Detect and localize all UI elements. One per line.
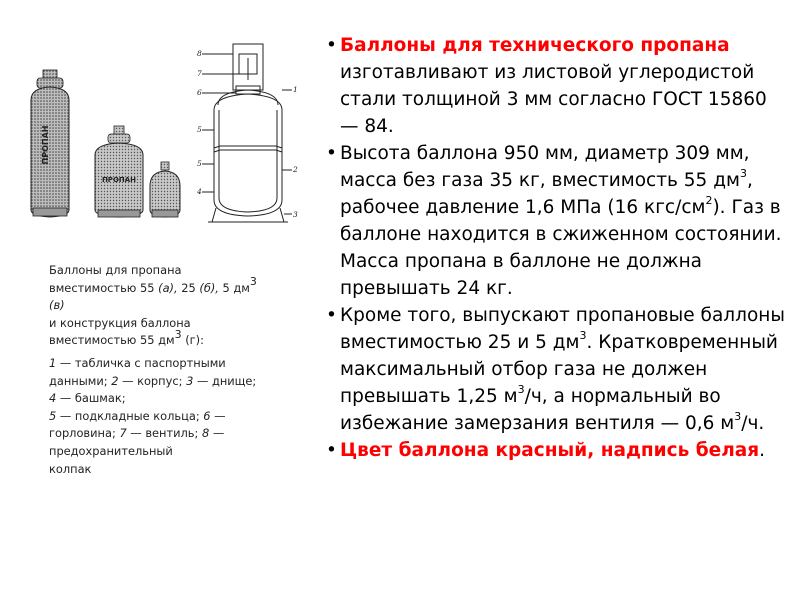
bullet-item xyxy=(326,140,788,302)
caption-text: 25 xyxy=(181,280,200,295)
superscript: 3 xyxy=(579,328,587,342)
figure-caption xyxy=(49,262,299,478)
caption-text: вместимостью 55 дм xyxy=(49,333,175,348)
caption-line xyxy=(49,408,299,426)
legend-number: 8 xyxy=(201,426,210,441)
legend-number: 4 xyxy=(49,391,57,406)
bullet-text: Высота баллона 950 мм, диаметр 309 мм, масса без газа 35 кг, вместимость 55 дм xyxy=(340,143,750,191)
superscript: 2 xyxy=(705,193,713,207)
legend-number: 5 xyxy=(49,408,57,423)
superscript: 3 xyxy=(249,274,257,288)
caption-line xyxy=(49,274,299,298)
cylinder-a-55 xyxy=(31,70,69,217)
legend-text: — xyxy=(209,426,225,441)
caption-line xyxy=(49,443,299,461)
legend-text: — табличка с паспортными xyxy=(56,355,226,370)
caption-line xyxy=(49,315,299,333)
callout-7: 7 xyxy=(197,69,202,78)
caption-text: (а), xyxy=(158,280,182,295)
caption-text: (г): xyxy=(181,333,204,348)
legend-number: 2 xyxy=(111,373,119,388)
bullet-text: /ч. xyxy=(741,413,765,434)
legend-text: данными; xyxy=(49,373,112,388)
callout-6: 6 xyxy=(197,88,202,97)
legend-number: 1 xyxy=(49,355,57,370)
legend-text: — башмак; xyxy=(56,391,126,406)
caption-line xyxy=(49,390,299,408)
legend-text: горловина; xyxy=(49,426,120,441)
caption-line xyxy=(49,373,299,391)
caption-line xyxy=(49,262,299,280)
legend-text: — xyxy=(210,408,226,423)
caption-text: вместимостью 55 xyxy=(49,280,159,295)
caption-line xyxy=(49,297,299,315)
legend-number: 7 xyxy=(119,426,127,441)
bullet-item xyxy=(326,437,788,464)
legend-text: — днище; xyxy=(193,373,257,388)
bullet-text: изготавливают из листовой углеродистой стали толщиной 3 мм согласно ГОСТ 15860 — 84. xyxy=(340,62,767,137)
bullet-list xyxy=(326,32,788,464)
caption-text: 5 дм xyxy=(222,280,250,295)
caption-line xyxy=(49,425,299,443)
bullet-highlight: Цвет баллона красный, надпись белая xyxy=(340,440,760,461)
legend-text: — корпус; xyxy=(118,373,187,388)
superscript: 3 xyxy=(734,409,742,423)
superscript: 3 xyxy=(174,327,182,341)
bullet-text: . Кратковременный максимальный отбор газа не должен превышать 1,25 м xyxy=(340,332,778,407)
bullet-text: /ч, а нормальный во избежание замерзания вентиля — 0,6 м xyxy=(340,386,735,434)
caption-line xyxy=(49,327,299,350)
cylinders-figure xyxy=(28,40,318,230)
bullet-item xyxy=(326,302,788,437)
callout-4: 4 xyxy=(197,187,202,196)
legend-text: — подкладные кольца; xyxy=(56,408,204,423)
caption-text: Баллоны для пропана xyxy=(49,263,182,277)
callout-5b: 5 xyxy=(197,159,202,168)
bullet-highlight: Баллоны для технического пропана xyxy=(340,35,730,56)
superscript: 3 xyxy=(739,166,747,180)
callout-2: 2 xyxy=(293,165,298,174)
callout-3: 3 xyxy=(293,210,298,219)
cylinder-cross-section xyxy=(202,44,292,222)
callout-5a: 5 xyxy=(197,125,202,134)
bullet-text: ). Газ в баллоне находится в сжиженном состоянии. Масса пропана в баллоне не должна превышать 24 кг. xyxy=(340,197,782,299)
legend-text: — вентиль; xyxy=(126,426,202,441)
caption-text: (б), xyxy=(199,280,223,295)
cylinder-a-label: ПРОПАН xyxy=(41,125,50,165)
bullet-item xyxy=(326,32,788,140)
legend-number: 6 xyxy=(203,408,211,423)
cylinder-c-5 xyxy=(150,162,180,217)
cylinder-b-25 xyxy=(95,126,143,217)
legend-number: 3 xyxy=(186,373,194,388)
caption-text: колпак xyxy=(49,461,92,476)
caption-text: (в) xyxy=(49,298,65,313)
bullet-text: . xyxy=(759,440,766,461)
caption-text: предохранительный xyxy=(49,443,173,458)
caption-line xyxy=(49,355,299,373)
caption-line xyxy=(49,461,299,479)
callout-1: 1 xyxy=(293,85,298,94)
bullet-text: , рабочее давление 1,6 МПа (16 кгс/см xyxy=(340,170,753,218)
callout-8: 8 xyxy=(197,49,202,58)
cylinder-b-label: ПРОПАН xyxy=(101,176,137,184)
superscript: 3 xyxy=(517,382,525,396)
bullet-text: Кроме того, выпускают пропановые баллоны вместимостью 25 и 5 дм xyxy=(340,305,785,353)
caption-text: и конструкция баллона xyxy=(49,315,191,330)
